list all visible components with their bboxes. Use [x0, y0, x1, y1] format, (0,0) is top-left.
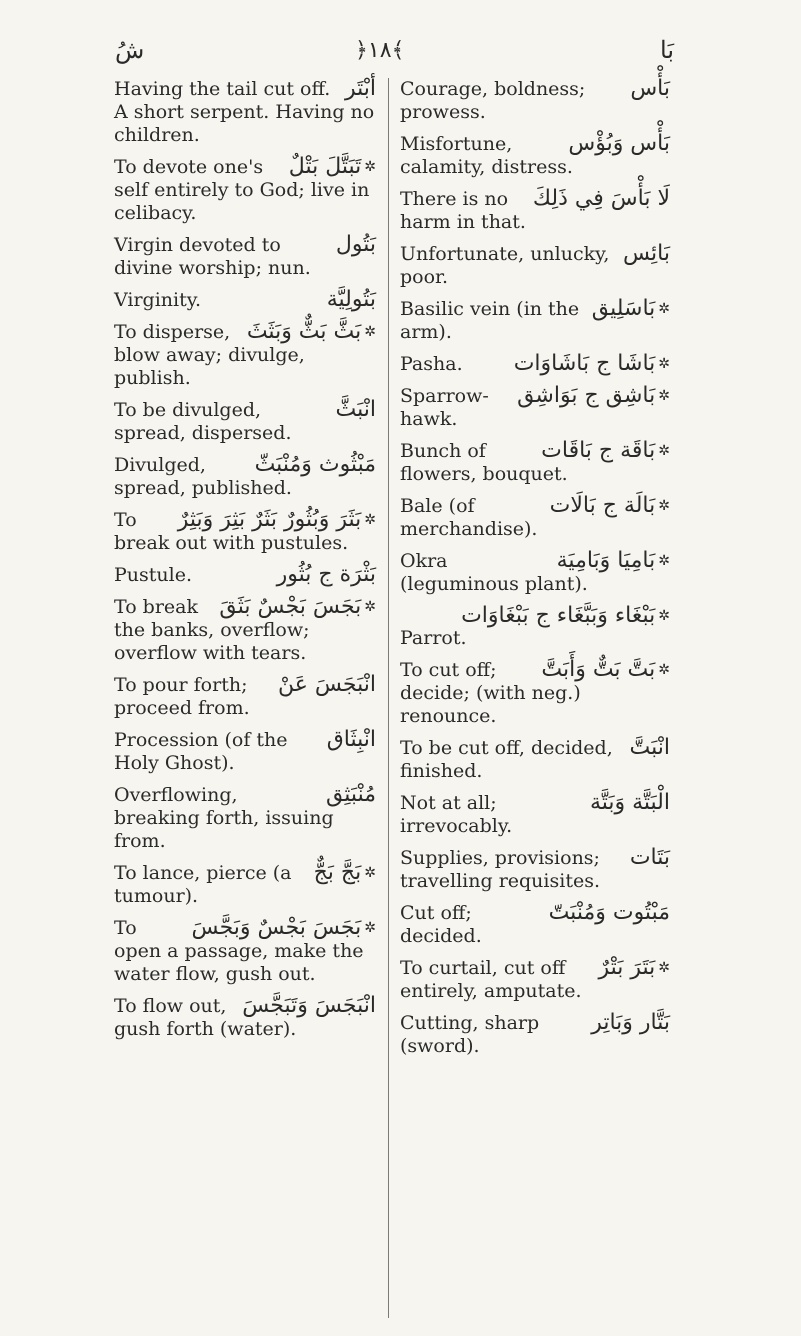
dictionary-entry	[400, 550, 670, 596]
root-star-icon: ✲	[658, 498, 670, 514]
english-gloss: To open a passage, make the water flow, gush out.	[114, 917, 364, 985]
column-divider	[388, 78, 389, 1318]
english-gloss: To break the banks, overflow; overflow with tears.	[114, 596, 310, 664]
english-gloss: Okra (leguminous plant).	[400, 550, 588, 595]
english-gloss: To cut off; decide; (with neg.) renounce.	[400, 659, 581, 727]
arabic-headword: انْبَجَسَ وَتَبَجَّسَ	[242, 993, 376, 1018]
arabic-headword: بَثَرَ وَبُثُورٌ بَثَرٌ بَثِرَ وَبَثِرٌ	[177, 507, 362, 532]
arabic-headword: بَالَة ج بَالَات	[549, 493, 656, 518]
dictionary-entry	[114, 596, 376, 665]
root-star-icon: ✲	[364, 599, 376, 615]
arabic-headword: انْبَتَّ	[629, 735, 670, 760]
dictionary-entry	[400, 902, 670, 948]
dictionary-entry	[114, 862, 376, 908]
dictionary-entry	[114, 729, 376, 775]
dictionary-entry	[400, 440, 670, 486]
dictionary-entry	[400, 605, 670, 650]
english-gloss: Procession (of the Holy Ghost).	[114, 729, 288, 774]
dictionary-entry	[114, 917, 376, 986]
arabic-headword: بَاسَلِيق	[591, 296, 656, 321]
english-gloss: To devote one's self entirely to God; live in celibacy.	[114, 156, 370, 224]
english-gloss: To disperse, blow away; divulge, publish.	[114, 321, 305, 389]
arabic-headword: بَثْرَة ج بُثُور	[276, 562, 376, 587]
english-gloss: Overflowing, breaking forth, issuing from.	[114, 784, 334, 852]
arabic-headword: انْبِثَاق	[326, 727, 376, 752]
arabic-headword: بَبْغَاء وَبَبَّغَاء ج بَبْغَاوَات	[461, 603, 656, 628]
english-gloss: To be cut off, decided, finished.	[400, 737, 613, 782]
english-gloss: To be divulged, spread, dispersed.	[114, 399, 292, 444]
english-gloss: Virginity.	[114, 289, 201, 311]
dictionary-entry	[114, 674, 376, 720]
arabic-headword: بَتَرَ بَتْرٌ	[598, 955, 656, 980]
header-left-catchword: شُ	[115, 36, 145, 64]
root-star-icon: ✲	[364, 324, 376, 340]
arabic-headword: مَبْتُوت وَمُنْبَتّ	[548, 900, 670, 925]
dictionary-entry	[114, 564, 376, 587]
english-gloss: Not at all; irrevocably.	[400, 792, 513, 837]
arabic-headword: مَبْثُوث وَمُنْبَثّ	[254, 452, 376, 477]
dictionary-entry	[114, 509, 376, 555]
english-gloss: To lance, pierce (a tumour).	[114, 862, 292, 907]
root-star-icon: ✲	[658, 662, 670, 678]
arabic-headword: الْبَتَّة وَبَتَّة	[589, 790, 670, 815]
arabic-headword: بَامِيَا وَبَامِيَة	[556, 548, 656, 573]
arabic-headword: بَجَسَ بَجْسٌ وَبَجَّسَ	[191, 915, 362, 940]
english-gloss: Pustule.	[114, 564, 193, 586]
arabic-headword: بَجَّ بَجٌّ	[313, 860, 362, 885]
english-gloss: To flow out, gush forth (water).	[114, 995, 297, 1040]
english-gloss: To pour forth; proceed from.	[114, 674, 250, 719]
root-star-icon: ✲	[364, 920, 376, 936]
dictionary-entry	[400, 659, 670, 728]
dictionary-entry	[114, 399, 376, 445]
english-gloss: Pasha.	[400, 353, 463, 375]
english-gloss: Divulged, spread, published.	[114, 454, 292, 499]
dictionary-entry	[400, 495, 670, 541]
english-gloss: To curtail, cut off entirely, amputate.	[400, 957, 582, 1002]
page-number: ﴿١٨﴾	[355, 38, 405, 63]
dictionary-entry	[400, 1012, 670, 1058]
arabic-headword: مُنْبَثِق	[325, 782, 376, 807]
root-star-icon: ✲	[658, 960, 670, 976]
english-gloss: Bale (of merchandise).	[400, 495, 538, 540]
english-gloss: Courage, boldness; prowess.	[400, 78, 586, 123]
root-star-icon: ✲	[658, 356, 670, 372]
root-star-icon: ✲	[658, 553, 670, 569]
dictionary-entry	[400, 133, 670, 179]
arabic-headword: بَائِس	[623, 241, 670, 266]
arabic-headword: بَثَّ بَثٌّ وَبَثَثَ	[246, 319, 362, 344]
arabic-headword: بَتَات	[629, 845, 670, 870]
root-star-icon: ✲	[364, 865, 376, 881]
english-gloss: Supplies, provisions; travelling requisites.	[400, 847, 600, 892]
english-gloss: Misfortune, calamity, distress.	[400, 133, 573, 178]
dictionary-entry	[400, 847, 670, 893]
root-star-icon: ✲	[364, 159, 376, 175]
root-star-icon: ✲	[364, 512, 376, 528]
arabic-headword: بَتُولِيَّة	[326, 287, 376, 312]
arabic-headword: انْبَجَسَ عَنْ	[278, 672, 376, 697]
english-gloss: To break out with pustules.	[114, 509, 349, 554]
dictionary-entry	[114, 78, 376, 147]
dictionary-entry	[114, 321, 376, 390]
arabic-headword: بَجَسَ بَجْسٌ بَثَقَ	[219, 594, 362, 619]
arabic-headword: أبْتَر	[344, 76, 376, 101]
arabic-headword: بَاشِق ج بَوَاشِق	[517, 383, 656, 408]
dictionary-entry	[400, 188, 670, 234]
english-gloss: Cut off; decided.	[400, 902, 482, 947]
english-gloss: Bunch of flowers, bouquet.	[400, 440, 568, 485]
arabic-headword: لَا بَأْسَ فِي ذَلِكَ	[532, 186, 670, 211]
arabic-headword: بَتُول	[335, 232, 376, 257]
english-gloss: Virgin devoted to divine worship; nun.	[114, 234, 311, 279]
arabic-headword: بَتَّ بَتٌّ وَأَبَتَّ	[541, 657, 656, 682]
arabic-headword: بَأْس وَبُؤْس	[568, 131, 670, 156]
dictionary-entry	[400, 385, 670, 431]
dictionary-entry	[400, 353, 670, 376]
dictionary-entry	[400, 243, 670, 289]
header-right-catchword: بَا	[660, 36, 674, 64]
dictionary-entry	[400, 957, 670, 1003]
root-star-icon: ✲	[658, 608, 670, 624]
dictionary-entry	[114, 156, 376, 225]
arabic-headword: بَأْس	[630, 76, 670, 101]
arabic-headword: انْبَثَّ	[335, 397, 376, 422]
dictionary-entry	[400, 298, 670, 344]
dictionary-entry	[400, 792, 670, 838]
english-gloss: Cutting, sharp (sword).	[400, 1012, 540, 1057]
page-header	[0, 30, 801, 80]
left-column	[114, 78, 376, 1050]
root-star-icon: ✲	[658, 301, 670, 317]
dictionary-entry	[400, 737, 670, 783]
arabic-headword: تَبَتَّلَ بَتْلٌ	[288, 154, 362, 179]
root-star-icon: ✲	[658, 388, 670, 404]
arabic-headword: بَاقَة ج بَاقَات	[541, 438, 656, 463]
english-gloss: Unfortunate, unlucky, poor.	[400, 243, 610, 288]
dictionary-entry	[114, 289, 376, 312]
english-gloss: Basilic vein (in the arm).	[400, 298, 580, 343]
dictionary-entry	[114, 234, 376, 280]
english-gloss: There is no harm in that.	[400, 188, 526, 233]
arabic-headword: بَتَّار وَبَاتِر	[591, 1010, 670, 1035]
dictionary-entry	[114, 454, 376, 500]
english-gloss: Having the tail cut off. A short serpent. Having no children.	[114, 78, 375, 146]
dictionary-entry	[114, 784, 376, 853]
root-star-icon: ✲	[658, 443, 670, 459]
right-column	[400, 78, 670, 1067]
english-gloss: Sparrow-hawk.	[400, 385, 489, 430]
english-gloss: Parrot.	[400, 627, 467, 649]
arabic-headword: بَاشَا ج بَاشَاوَات	[513, 351, 656, 376]
dictionary-entry	[114, 995, 376, 1041]
dictionary-entry	[400, 78, 670, 124]
